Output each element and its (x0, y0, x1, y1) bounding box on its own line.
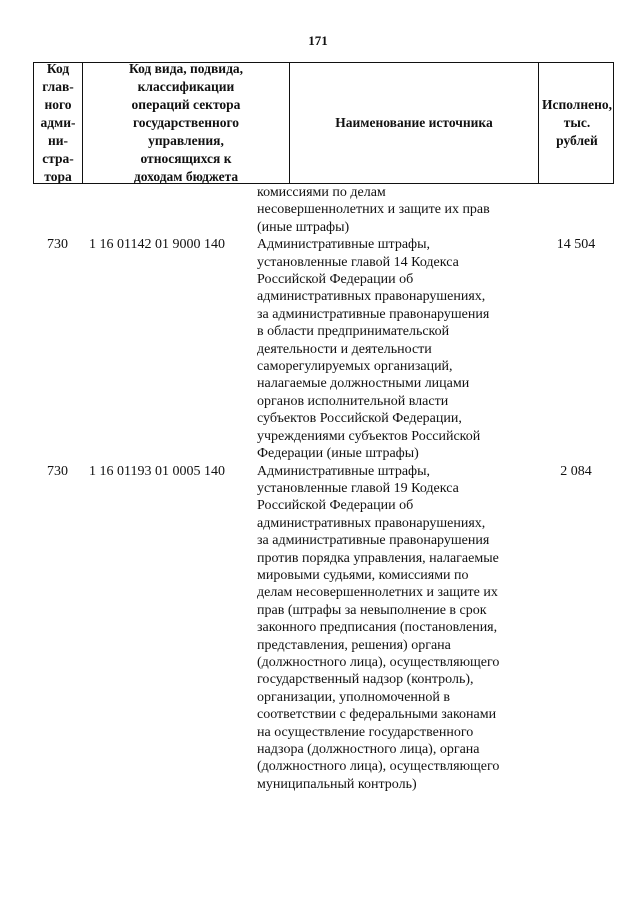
source-name-line: административных правонарушениях, (257, 515, 486, 531)
source-name-line: против порядка управления, налагаемые (257, 550, 499, 566)
source-name-line: Административные штрафы, (257, 463, 431, 479)
header-line: государственного (132, 115, 240, 130)
page-number: 171 (308, 33, 328, 48)
source-name-line: за административные правонарушения (257, 533, 490, 549)
header-admin-code (34, 63, 83, 183)
source-name-line: Российской Федерации об (257, 272, 414, 288)
header-line: классификации (137, 79, 235, 94)
source-name-cell (257, 463, 537, 794)
source-name-line: Административные штрафы, (257, 237, 431, 253)
header-line: относящихся к (140, 151, 232, 166)
admin-code-cell: 730 (47, 463, 68, 479)
header-line: тыс. (563, 115, 591, 130)
source-name-line: надзора (должностного лица), органа (257, 742, 480, 757)
header-line: рублей (556, 133, 598, 148)
source-name-line: на осуществление государственного (257, 724, 474, 740)
header-line: ни- (47, 133, 69, 148)
source-name-line: Федерации (иные штрафы) (257, 446, 419, 462)
amount-cell: 2 084 (560, 463, 592, 479)
admin-code-cell: 730 (47, 237, 68, 253)
source-name-line: мировыми судьями, комиссиями по (257, 567, 469, 583)
source-name-line: административных правонарушениях, (257, 289, 486, 305)
source-name-line: в области предпринимательской (257, 324, 450, 340)
source-name-line: налагаемые должностными лицами (257, 376, 470, 392)
source-name-line: соответствии с федеральными законами (257, 707, 497, 723)
source-name-line: субъектов Российской Федерации, (257, 411, 462, 427)
header-line: глав- (42, 79, 74, 94)
source-name-line: муниципальный контроль) (257, 776, 417, 792)
source-name-line: деятельности и деятельности (257, 341, 432, 357)
header-kbk (83, 63, 290, 183)
amount-cell: 14 504 (556, 237, 596, 253)
header-line: адми- (40, 115, 76, 130)
source-name-line: прав (штрафы за невыполнение в срок (257, 602, 487, 618)
header-line: Исполнено, (541, 97, 613, 112)
source-name-line: органов исполнительной власти (257, 393, 449, 409)
table-row (33, 236, 614, 462)
source-name-line: государственный надзор (контроль), (257, 672, 474, 688)
header-line: стра- (42, 151, 74, 166)
source-name-line: комиссиями по делам (257, 185, 386, 200)
header-source-name-label: Наименование источника (335, 115, 493, 130)
source-name-line: установленные главой 19 Кодекса (257, 480, 459, 496)
kbk-cell: 1 16 01142 01 9000 140 (89, 237, 225, 253)
budget-table (33, 62, 614, 793)
source-name-line: (иные штрафы) (257, 219, 350, 235)
table-body (33, 184, 614, 793)
source-name-line: саморегулируемых организаций, (257, 359, 453, 375)
source-name-line: законного предписания (постановления, (257, 620, 498, 636)
source-name-line: Российской Федерации об (257, 498, 414, 514)
continuation-row (33, 184, 614, 236)
source-name-line: учреждениями субъектов Российской (257, 428, 481, 444)
source-name-cell (257, 236, 537, 462)
header-line: управления, (148, 133, 224, 148)
header-line: ного (44, 97, 72, 112)
source-name-line: организации, уполномоченной в (257, 689, 451, 705)
table-header (33, 62, 614, 184)
source-name-line: за административные правонарушения (257, 306, 490, 322)
header-amount (539, 63, 615, 183)
source-name-line: (должностного лица), осуществляющего (257, 759, 500, 775)
source-name-line: делам несовершеннолетних и защите их (257, 585, 498, 601)
source-name-line: установленные главой 14 Кодекса (257, 254, 459, 270)
header-line: Код (46, 61, 70, 76)
header-line: операций сектора (131, 97, 241, 112)
source-name-line: несовершеннолетних и защите их прав (257, 202, 490, 218)
header-line: Код вида, подвида, (128, 61, 244, 76)
header-line: тора (44, 169, 72, 184)
continuation-text (257, 184, 537, 236)
table-row (33, 463, 614, 794)
source-name-line: (должностного лица), осуществляющего (257, 654, 500, 670)
header-source-name (290, 63, 539, 183)
header-line: доходам бюджета (133, 169, 239, 184)
source-name-line: представления, решения) органа (257, 637, 451, 653)
kbk-cell: 1 16 01193 01 0005 140 (89, 463, 225, 479)
